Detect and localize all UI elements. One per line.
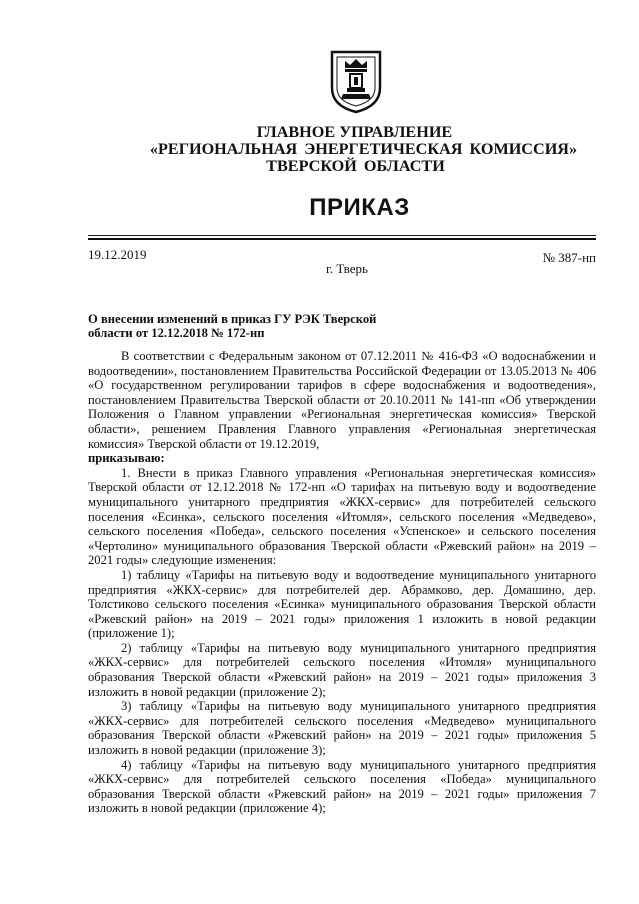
header-divider-thin	[88, 235, 596, 236]
tver-coat-of-arms-icon	[330, 48, 382, 114]
preamble-paragraph: В соответствии с Федеральным законом от 07.12.2011 № 416-ФЗ «О водоснабжении и водоотведении», постановлением Правительства Российской Федерации от 13.05.2013 № 406 «О государственном регулировании тарифов в сфере водоснабжения и водоотведения», постановлением Правительства Тверской области от 20.10.2011 № 141-пп «Об утверждении Положения о Главном управлении «Региональная энергетическая комиссия» Тверской области», решением Правления Главного управления «Региональная энергетическая комиссия» Тверской области от 19.12.2019,	[88, 349, 596, 451]
clause-paragraph: 1) таблицу «Тарифы на питьевую воду и водоотведение муниципального унитарного предприятия «ЖКХ-сервис» для потребителей дер. Абрамково, дер. Домашино, дер. Толстиково сельского поселения «Есинка» муниципального образования Тверской области «Ржевский район» на 2019 – 2021 годы» приложения 1 изложить в новой редакции (приложение 1);	[88, 567, 596, 641]
clause-paragraph: 2) таблицу «Тарифы на питьевую воду муниципального унитарного предприятия «ЖКХ-сервис» для потребителей сельского поселения «Итомля» муниципального образования Тверской области «Ржевский район» на 2019 – 2021 годы» приложения 3 изложить в новой редакции (приложение 2);	[88, 640, 596, 699]
order-number: № 387-нп	[542, 250, 596, 265]
order-subject: О внесении изменений в приказ ГУ РЭК Тверской области от 12.12.2018 № 172-нп	[88, 312, 377, 340]
order-command: приказываю:	[88, 451, 165, 466]
agency-name-line-2: «РЕГИОНАЛЬНАЯ ЭНЕРГЕТИЧЕСКАЯ КОМИССИЯ»	[149, 140, 578, 158]
clause-paragraph: 3) таблицу «Тарифы на питьевую воду муниципального унитарного предприятия «ЖКХ-сервис» для потребителей сельского поселения «Медведево» муниципального образования Тверской области «Ржевский район» на 2019 – 2021 годы» приложения 5 изложить в новой редакции (приложение 3);	[88, 699, 596, 758]
document-type-title: ПРИКАЗ	[309, 194, 410, 221]
agency-name-line-3: ТВЕРСКОЙ ОБЛАСТИ	[266, 157, 445, 175]
clause-paragraph: 1. Внести в приказ Главного управления «Региональная энергетическая комиссия» Тверской области от 12.12.2018 № 172-нп «О тарифах на питьевую воду и водоотведение муниципального унитарного предприятия «ЖКХ-сервис» для потребителей сельского поселения «Есинка», сельского поселения «Итомля», сельского поселения «Медведево», сельского поселения «Победа», сельского поселения «Успенское» и сельского поселения «Чертолино» муниципального образования Тверской области «Ржевский район» на 2019 – 2021 годы» следующие изменения:	[88, 465, 596, 568]
order-date: 19.12.2019	[88, 247, 147, 262]
order-city: г. Тверь	[326, 261, 368, 276]
header-divider-thick	[88, 238, 596, 240]
clause-paragraph: 4) таблицу «Тарифы на питьевую воду муниципального унитарного предприятия «ЖКХ-сервис» для потребителей сельского поселения «Победа» муниципального образования Тверской области «Ржевский район» на 2019 – 2021 годы» приложения 7 изложить в новой редакции (приложение 4);	[88, 757, 596, 816]
agency-name-line-1: ГЛАВНОЕ УПРАВЛЕНИЕ	[256, 123, 453, 141]
order-body	[88, 349, 596, 816]
